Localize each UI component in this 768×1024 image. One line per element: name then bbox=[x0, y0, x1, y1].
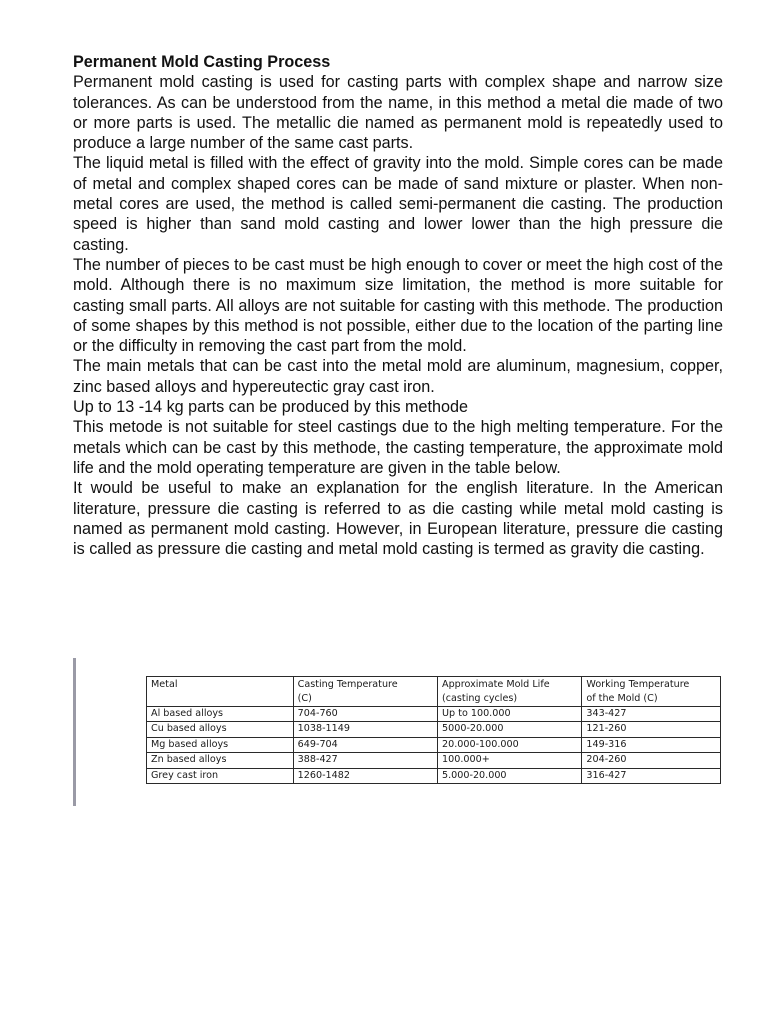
document-body bbox=[73, 52, 723, 559]
header-casting-temperature bbox=[293, 677, 437, 707]
cell-working-temperature: 316-427 bbox=[582, 768, 721, 783]
cell-mold-life: 5000-20.000 bbox=[438, 722, 582, 737]
table-row bbox=[147, 707, 721, 722]
cell-working-temperature: 204-260 bbox=[582, 753, 721, 768]
table-header-row bbox=[147, 677, 721, 707]
cell-metal: Al based alloys bbox=[147, 707, 294, 722]
cell-mold-life: 20.000-100.000 bbox=[438, 737, 582, 752]
cell-casting-temperature: 649-704 bbox=[293, 737, 437, 752]
figure-left-bar bbox=[73, 658, 76, 806]
cell-mold-life: 5.000-20.000 bbox=[438, 768, 582, 783]
paragraph-piece-count: The number of pieces to be cast must be high enough to cover or meet the high cost of the mold. Although there is no maximum size limitation, the method is more suitable for casting small parts. All alloys are not suitable for casting with this methode. The production of some shapes by this method is not possible, either due to the location of the parting line or the difficulty in removing the cast part from the mold. bbox=[73, 255, 723, 356]
cell-mold-life: 100.000+ bbox=[438, 753, 582, 768]
table-row bbox=[147, 737, 721, 752]
document-title: Permanent Mold Casting Process bbox=[73, 53, 331, 71]
header-metal bbox=[147, 677, 294, 707]
header-working-temperature-line1: Working Temperature bbox=[586, 679, 690, 690]
paragraph-part-weight: Up to 13 -14 kg parts can be produced by this methode bbox=[73, 398, 469, 417]
header-metal-text: Metal bbox=[151, 679, 178, 690]
cell-casting-temperature: 1260-1482 bbox=[293, 768, 437, 783]
cell-metal: Mg based alloys bbox=[147, 737, 294, 752]
cell-metal: Zn based alloys bbox=[147, 753, 294, 768]
cell-casting-temperature: 704-760 bbox=[293, 707, 437, 722]
header-mold-life-line1: Approximate Mold Life bbox=[442, 679, 550, 690]
mold-data-table bbox=[146, 676, 721, 784]
header-working-temperature bbox=[582, 677, 721, 707]
paragraph-steel-limitation: This metode is not suitable for steel castings due to the high melting temperature. For the metals which can be cast by this methode, the casting temperature, the approximate mold life and the mold operating temperature are given in the table below. bbox=[73, 418, 723, 477]
cell-casting-temperature: 1038-1149 bbox=[293, 722, 437, 737]
cell-metal: Grey cast iron bbox=[147, 768, 294, 783]
cell-metal: Cu based alloys bbox=[147, 722, 294, 737]
header-mold-life bbox=[438, 677, 582, 707]
cell-mold-life: Up to 100.000 bbox=[438, 707, 582, 722]
header-mold-life-line2: (casting cycles) bbox=[442, 692, 518, 704]
header-casting-temperature-line1: Casting Temperature bbox=[297, 679, 398, 690]
table-row bbox=[147, 768, 721, 783]
cell-working-temperature: 121-260 bbox=[582, 722, 721, 737]
header-casting-temperature-line2: (C) bbox=[297, 692, 312, 704]
table-row bbox=[147, 753, 721, 768]
paragraph-intro: Permanent mold casting is used for casting parts with complex shape and narrow size tolerances. As can be understood from the name, in this method a metal die made of two or more parts is used. The metallic die named as permanent mold is repeatedly used to produce a large number of the same cast parts. bbox=[73, 73, 723, 153]
header-working-temperature-line2: of the Mold (C) bbox=[586, 692, 658, 704]
paragraph-terminology: It would be useful to make an explanation for the english literature. In the American literature, pressure die casting is referred to as die casting while metal mold casting is named as permanent mold casting. However, in European literature, pressure die casting is called as pressure die casting and metal mold casting is termed as gravity die casting. bbox=[73, 479, 723, 559]
table-figure bbox=[73, 658, 723, 806]
cell-casting-temperature: 388-427 bbox=[293, 753, 437, 768]
table-row bbox=[147, 722, 721, 737]
cell-working-temperature: 149-316 bbox=[582, 737, 721, 752]
cell-working-temperature: 343-427 bbox=[582, 707, 721, 722]
paragraph-main-metals: The main metals that can be cast into the metal mold are aluminum, magnesium, copper, zinc based alloys and hypereutectic gray cast iron. bbox=[73, 357, 723, 396]
paragraph-gravity-filling: The liquid metal is filled with the effect of gravity into the mold. Simple cores can be made of metal and complex shaped cores can be made of sand mixture or plaster. When non-metal cores are used, the method is called semi-permanent die casting. The production speed is higher than sand mold casting and lower lower than the high pressure die casting. bbox=[73, 154, 723, 254]
